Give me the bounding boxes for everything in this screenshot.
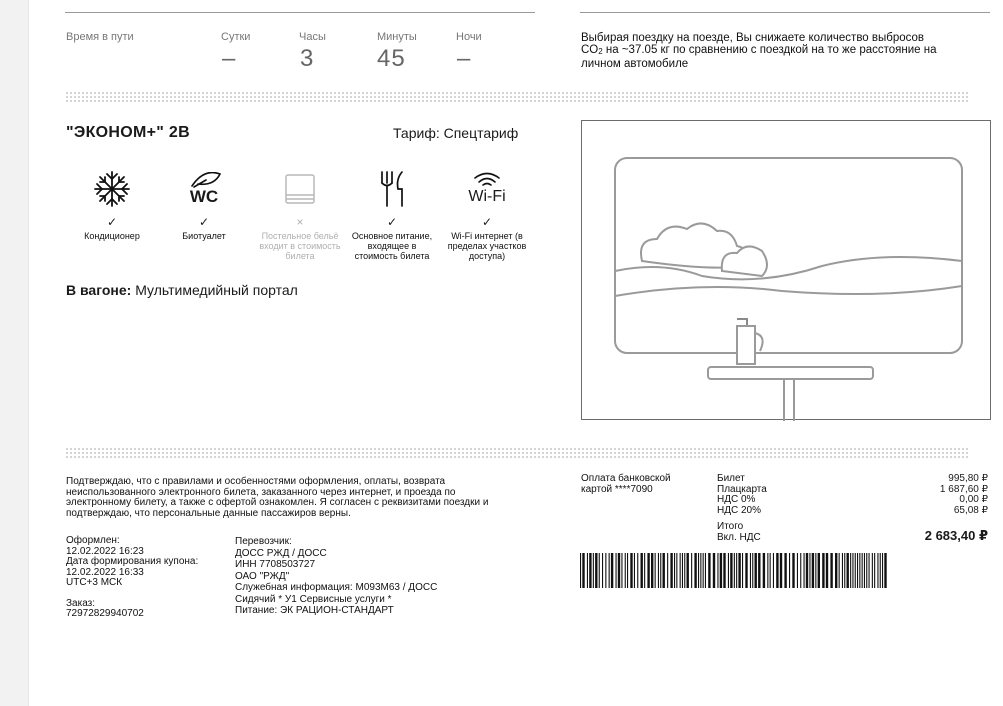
amenity-cross: × [296,215,304,229]
barcode-bar [763,553,765,588]
wifi-icon [441,165,533,213]
barcode-bar [687,553,689,588]
barcode-bar [835,553,837,588]
barcode-bar [797,553,798,588]
vat-label: Вкл. НДС [717,531,761,543]
co2-formula: CO [581,44,599,56]
barcode-bar [864,553,865,588]
issued-label: Оформлен: [66,535,120,546]
timezone: UTC+3 МСК [66,577,123,588]
wc-text: WC [189,187,219,206]
barcode-bar [818,553,820,588]
amenity-check: ✓ [106,215,118,229]
barcode-bar [630,553,632,588]
barcode-bar [676,553,677,588]
top-divider-right [580,12,990,13]
barcode-bar [618,553,620,588]
amenity-check: ✓ [386,215,398,229]
top-divider-left [65,12,535,13]
barcode-bar [874,553,875,588]
co2-line1: Выбирая поездку на поезде, Вы снижаете количество выбросов [581,32,925,44]
carrier-inn: ИНН 7708503727 [235,559,316,570]
price-value: 65,08 ₽ [953,504,988,516]
minutes-value: 45 [377,45,406,72]
barcode-bar [852,553,853,588]
barcode-bar [745,553,747,588]
barcode-bar [684,553,685,588]
barcode-bar [880,553,881,588]
price-label: Билет [717,473,745,484]
barcode-bar [857,553,858,588]
ticket-barcode [580,553,890,588]
barcode-bar [625,553,626,588]
fork-knife-icon [346,165,438,213]
barcode-bar [789,553,790,588]
barcode-bar [658,553,659,588]
service-info: Служебная информация: М093М63 / ДОСС [235,582,438,593]
barcode-bar [621,553,622,588]
barcode-bar [809,553,810,588]
barcode-bar [637,553,638,588]
barcode-bar [609,553,610,588]
consent-text: Подтверждаю, что с правилами и особенностями оформления, оплаты, возврата неиспользованного электронного билета, заказанного через интернет, и проезда по электронному билету, а также с офертой ознакомлен. Я согласен с реквизитами поездки и подтверждаю, что персональные данные пассажиров верны. [66,476,489,519]
barcode-bar [806,553,808,588]
payment-method-line1: Оплата банковской [581,473,671,484]
coupon-date-label: Дата формирования купона: [66,556,199,567]
barcode-bar [844,553,845,588]
barcode-bar [847,553,849,588]
barcode-bar [742,553,743,588]
price-value: 995,80 ₽ [948,473,988,484]
barcode-bar [734,553,735,588]
barcode-bar [602,553,603,588]
barcode-bar [755,553,757,588]
coupon-date-value: 12.02.2022 16:33 [66,566,144,578]
barcode-bar [660,553,661,588]
co2-note [581,32,1001,70]
barcode-bar [587,553,588,588]
price-label: Плацкарта [717,483,767,495]
car-class-title: "ЭКОНОМ+" 2В [66,124,190,141]
dotted-divider [65,91,970,103]
barcode-bar [773,553,774,588]
barcode-bar [644,553,645,588]
barcode-bar [866,553,867,588]
dotted-divider [65,447,970,459]
co2-line2 [581,44,1001,58]
amenity-bio-toilet [158,165,250,241]
amenity-caption: Кондиционер [84,231,140,241]
wagon-info [66,282,298,298]
barcode-bar [780,553,782,588]
wagon-label: В вагоне: [66,282,132,298]
barcode-bar [634,553,635,588]
barcode-bar [582,553,584,588]
snowflake-icon [66,165,158,213]
barcode-bar [859,553,860,588]
barcode-bar [717,553,718,588]
barcode-bar [655,553,656,588]
seat-type: Сидячий * У1 Сервисные услуги * [235,593,392,605]
barcode-bar [730,553,732,588]
barcode-bar [651,553,653,588]
amenity-air-conditioning [66,165,158,241]
barcode-bar [698,553,699,588]
barcode-bar [869,553,870,588]
order-label: Заказ: [66,597,96,609]
hours-label: Часы [299,31,326,43]
payment-values [940,474,988,516]
barcode-bar [738,553,740,588]
wagon-value: Мультимедийный портал [135,282,298,298]
barcode-bar [855,553,856,588]
barcode-bar [862,553,863,588]
amenity-check: ✓ [481,215,493,229]
barcode-bar [703,553,704,588]
barcode-bar [750,553,751,588]
nights-value: – [457,45,472,72]
barcode-bar [800,553,801,588]
issued-info [66,536,198,620]
barcode-bar [804,553,805,588]
window-view-illustration [581,120,991,420]
carrier-org: ОАО "РЖД" [235,570,290,582]
payment-labels [717,474,767,543]
barcode-bar [839,553,840,588]
barcode-bar [728,553,729,588]
barcode-bar [599,553,600,588]
co2-line2-text: на ~37.05 кг по сравнению с поездкой на то же расстояние на [602,44,937,56]
barcode-bar [767,553,768,588]
barcode-bar [842,553,843,588]
carrier-info [235,536,437,617]
barcode-bar [776,553,778,588]
barcode-bar [627,553,628,588]
amenity-caption: Основное питание, входящее в стоимость билета [351,231,433,261]
amenity-check: ✓ [198,215,210,229]
amenity-caption: Wi-Fi интернет (в пределах участков доступа) [447,231,527,261]
barcode-bar [723,553,725,588]
hours-value: 3 [300,45,315,72]
barcode-bar [616,553,617,588]
carrier-label: Перевозчик: [235,536,292,547]
barcode-bar [674,553,675,588]
barcode-bar [815,553,816,588]
payment-method [581,474,671,495]
wifi-text: Wi-Fi [468,188,506,205]
co2-subscript: 2 [598,47,603,56]
barcode-bar [691,553,692,588]
barcode-bar [752,553,753,588]
carrier-name: ДОСС РЖД / ДОСС [235,547,327,559]
barcode-bar [667,553,668,588]
price-value: 1 687,60 ₽ [939,483,988,495]
barcode-bar [700,553,701,588]
amenity-caption: Постельное бельё входит в стоимость билета [259,231,341,261]
price-label: НДС 0% [717,494,756,505]
barcode-bar [589,553,591,588]
barcode-bar [663,553,665,588]
barcode-bar [647,553,649,588]
co2-line3: личном автомобиле [581,58,689,70]
barcode-bar [680,553,681,588]
barcode-bar [611,553,613,588]
barcode-bar [770,553,771,588]
minutes-label: Минуты [377,31,417,43]
barcode-bar [792,553,794,588]
barcode-bar [758,553,760,588]
bed-linen-icon [254,165,346,213]
barcode-bar [593,553,594,588]
barcode-bar [708,553,710,588]
barcode-bar [784,553,786,588]
barcode-bar [713,553,715,588]
price-value: 0,00 ₽ [959,494,988,505]
order-number: 72972829940702 [66,608,144,619]
barcode-bar [605,553,606,588]
issued-value: 12.02.2022 16:23 [66,545,144,557]
days-value: – [222,45,237,72]
payment-method-line2: картой ****7090 [581,483,653,495]
barcode-bar [812,553,814,588]
food-info: Питание: ЭК РАЦИОН-СТАНДАРТ [235,605,394,616]
barcode-bar [830,553,832,588]
barcode-bar [670,553,672,588]
barcode-bar [682,553,683,588]
barcode-bar [826,553,828,588]
travel-time-label: Время в пути [66,31,134,43]
total-label: Итого [717,521,744,532]
barcode-bar [580,553,581,588]
barcode-bar [736,553,737,588]
price-label: НДС 20% [717,504,762,516]
barcode-bar [595,553,597,588]
amenity-main-meal [346,165,438,261]
tariff-label: Тариф: Спецтариф [393,125,519,141]
barcode-bar [822,553,824,588]
wc-leaf-icon [158,165,250,213]
total-amount: 2 683,40 ₽ [924,528,988,543]
amenity-wifi [441,165,533,261]
barcode-bar [877,553,878,588]
amenity-caption: Биотуалет [182,231,226,241]
barcode-bar [694,553,696,588]
days-label: Сутки [221,31,251,43]
barcode-bar [850,553,851,588]
barcode-bar [882,553,883,588]
amenity-bed-linen [254,165,346,261]
barcode-bar [641,553,643,588]
barcode-bar [705,553,706,588]
barcode-bar [884,553,886,588]
barcode-bar [872,553,873,588]
nights-label: Ночи [456,31,482,43]
page-left-margin [0,0,29,706]
barcode-bar [720,553,722,588]
